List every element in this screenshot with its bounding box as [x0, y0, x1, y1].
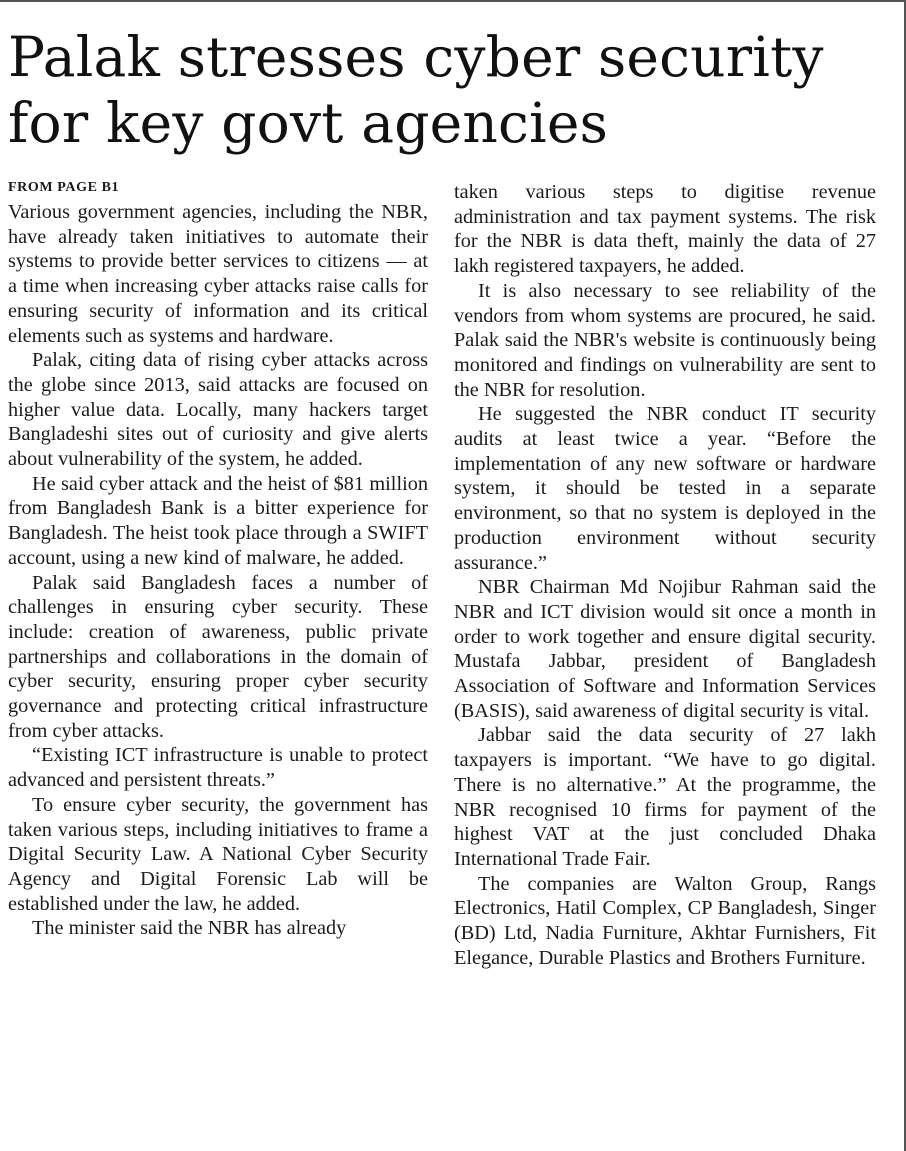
paragraph: NBR Chairman Md Nojibur Rahman said the NBR and ICT division would sit once a month in order to work together and ensure digital security. Mustafa Jabbar, president of Bangladesh Association of Software and Information Services (BASIS), said awareness of digital security is vital.: [454, 576, 876, 722]
paragraph: Various government agencies, including the NBR, have already taken initiatives to automate their systems to provide better services to citizens — at a time when increasing cyber attacks raise calls for ensuring security of information and its critical elements such as systems and hardware.: [8, 201, 428, 347]
paragraph: To ensure cyber security, the government has taken various steps, including initiatives to frame a Digital Security Law. A National Cyber Security Agency and Digital Forensic Lab will be established under the law, he added.: [8, 793, 428, 915]
paragraph: He suggested the NBR conduct IT security audits at least twice a year. “Before the implementation of any new software or hardware system, it should be tested in a separate environment, so that no system is deployed in the production environment without security assurance.”: [454, 403, 876, 574]
column-left: [8, 178, 428, 941]
paragraph: He said cyber attack and the heist of $81 million from Bangladesh Bank is a bitter experience for Bangladesh. The heist took place through a SWIFT account, using a new kind of malware, he added.: [8, 472, 428, 569]
paragraph: Palak said Bangladesh faces a number of challenges in ensuring cyber security. These include: creation of awareness, public private partnerships and collaborations in the domain of cyber security, ensuring proper cyber security governance and protecting critical infrastructure from cyber attacks.: [8, 571, 428, 742]
column-right: [454, 180, 876, 971]
paragraph: The minister said the NBR has already: [32, 917, 347, 940]
kicker: FROM PAGE B1: [8, 180, 120, 195]
paragraph: taken various steps to digitise revenue administration and tax payment systems. The risk for the NBR is data theft, mainly the data of 27 lakh registered taxpayers, he added.: [454, 181, 876, 278]
paragraph: The companies are Walton Group, Rangs Electronics, Hatil Complex, CP Bangladesh, Singer (BD) Ltd, Nadia Furniture, Akhtar Furnishers, Fit Elegance, Durable Plastics and Brothers Furniture.: [454, 872, 876, 969]
paragraph: It is also necessary to see reliability of the vendors from whom systems are procured, he said. Palak said the NBR's website is continuously being monitored and findings on vulnerability are sent to the NBR for resolution.: [454, 279, 876, 401]
headline: Palak stresses cyber security for key govt agencies: [8, 25, 824, 155]
paragraph: Jabbar said the data security of 27 lakh taxpayers is important. “We have to go digital. There is no alternative.” At the programme, the NBR recognised 10 firms for payment of the highest VAT at the just concluded Dhaka International Trade Fair.: [454, 724, 876, 870]
quote-paragraph: “Existing ICT infrastructure is unable to protect advanced and persistent threats.”: [8, 744, 428, 792]
paragraph: Palak, citing data of rising cyber attacks across the globe since 2013, said attacks are focused on higher value data. Locally, many hackers target Bangladeshi sites out of curiosity and give alerts about vulnerability of the system, he added.: [8, 349, 428, 471]
